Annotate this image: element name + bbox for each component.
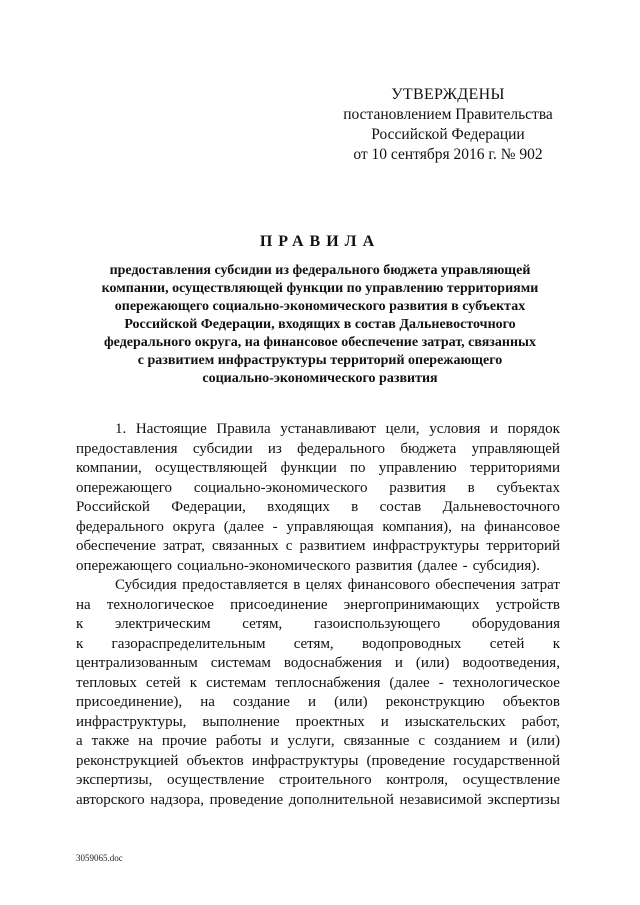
body-line: предоставления субсидии из федерального бюджета управляющей <box>76 440 560 457</box>
document-title: ПРАВИЛА <box>259 233 381 250</box>
body-line: к газораспределительным сетям, водопроводных сетей к <box>76 635 560 652</box>
subtitle-line: Российской Федерации, входящих в состав Дальневосточного <box>124 317 516 332</box>
body-line: централизованным системам водоснабжения и (или) водоотведения, <box>76 655 560 671</box>
file-name-footer: 3059065.doc <box>76 853 123 863</box>
subtitle-line: компании, осуществляющей функции по управлению территориями <box>101 281 539 296</box>
body-line: авторского надзора, проведение дополнительной независимой экспертизы <box>76 791 560 808</box>
body-line: опережающего социально-экономического развития (далее - субсидия). <box>76 557 540 574</box>
body-line: компании, осуществляющей функции по управлению территориями <box>76 460 560 476</box>
subtitle-line: предоставления субсидии из федерального бюджета управляющей <box>109 263 531 278</box>
approval-stamp <box>330 85 566 165</box>
body-line: экспертизы, осуществление строительного контроля, осуществление <box>76 772 560 788</box>
body-line: Российской Федерации, входящих в состав Дальневосточного <box>76 499 560 515</box>
subtitle-line: федерального округа, на финансовое обеспечение затрат, связанных <box>104 335 536 350</box>
subtitle-line: с развитием инфраструктуры территорий опережающего <box>137 353 503 368</box>
body-line: на технологическое присоединение энергопринимающих устройств <box>76 596 560 613</box>
subtitle-line: социально-экономического развития <box>202 371 438 386</box>
document-body <box>76 420 560 810</box>
body-line: Субсидия предоставляется в целях финансового обеспечения затрат <box>115 577 560 593</box>
document-subtitle <box>80 262 560 388</box>
body-line: тепловых сетей к системам теплоснабжения (далее - технологическое <box>76 674 560 691</box>
approval-line: Российской Федерации <box>371 126 525 143</box>
approval-line: постановлением Правительства <box>343 106 553 123</box>
body-line: федерального округа (далее - управляющая компания), на финансовое <box>76 518 560 535</box>
body-line: а также на прочие работы и услуги, связанные с созданием и (или) <box>76 733 560 749</box>
approval-heading: УТВЕРЖДЕНЫ <box>391 86 505 103</box>
body-line: к электрическим сетям, газоиспользующего оборудования <box>76 616 560 632</box>
body-line: опережающего социально-экономического развития в субъектах <box>76 479 560 496</box>
approval-line: от 10 сентября 2016 г. № 902 <box>353 146 543 163</box>
body-line: обеспечение затрат, связанных с развитием инфраструктуры территорий <box>76 538 560 554</box>
body-line: 1. Настоящие Правила устанавливают цели, условия и порядок <box>115 421 560 437</box>
body-line: присоединение), на создание и (или) реконструкцию объектов <box>76 694 560 710</box>
subtitle-line: опережающего социально-экономического развития в субъектах <box>114 299 526 314</box>
body-line: реконструкцией объектов инфраструктуры (проведение государственной <box>76 752 560 769</box>
body-line: инфраструктуры, выполнение проектных и изыскательских работ, <box>76 713 560 730</box>
